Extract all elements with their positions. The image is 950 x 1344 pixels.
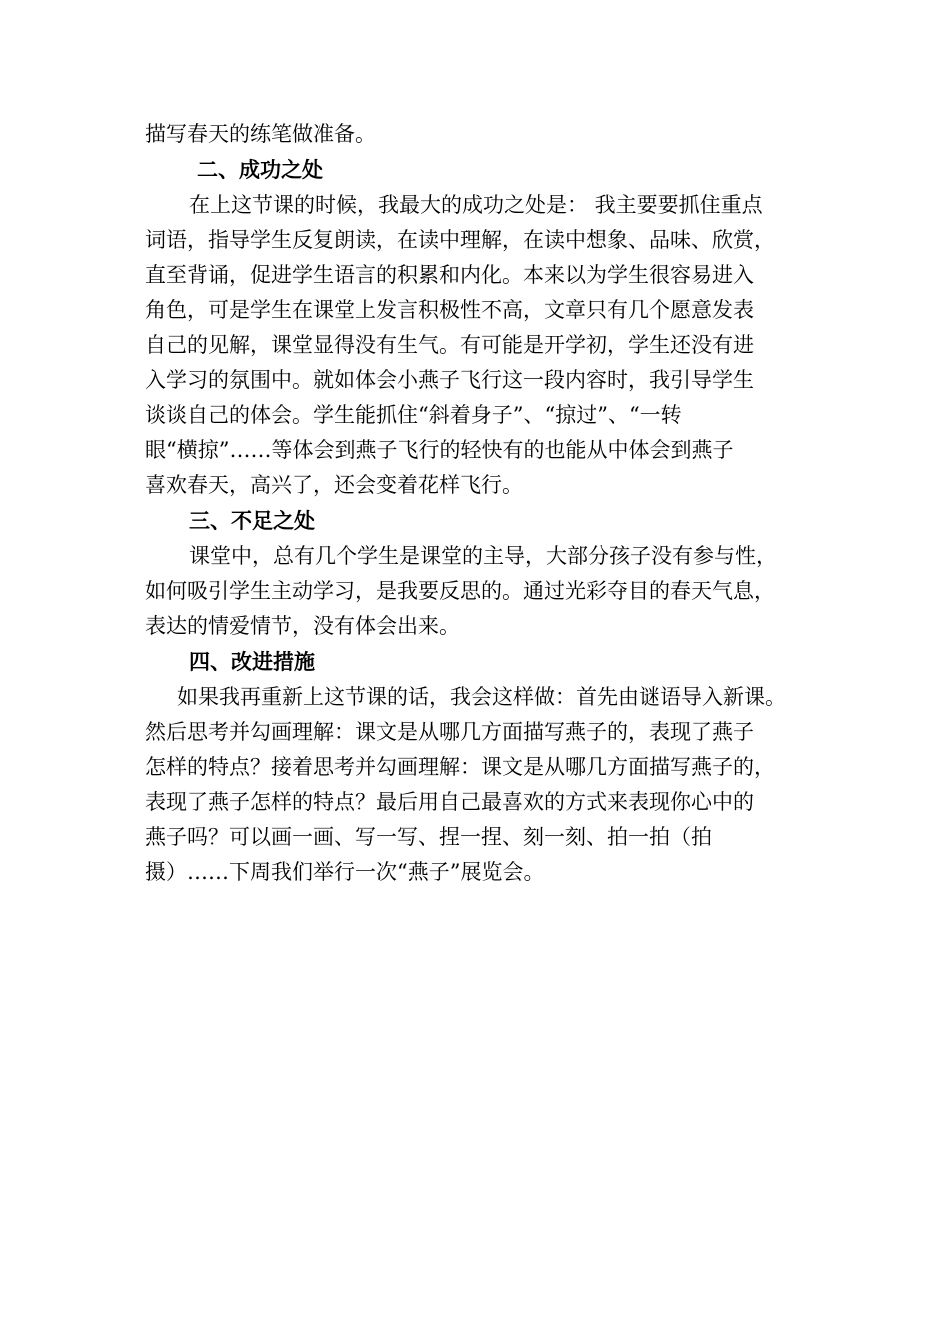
paragraph-line: 词语，指导学生反复朗读，在读中理解，在读中想象、品味、欣赏， xyxy=(145,228,775,252)
paragraph-line: 谈谈自己的体会。学生能抓住“斜着身子”、“掠过”、“一转 xyxy=(145,403,682,427)
paragraph-line: 表达的情爱情节，没有体会出来。 xyxy=(145,614,460,638)
paragraph-line: 表现了燕子怎样的特点？最后用自己最喜欢的方式来表现你心中的 xyxy=(145,790,754,814)
paragraph-line: 摄）……下周我们举行一次“燕子”展览会。 xyxy=(145,860,545,884)
paragraph-line: 眼“横掠”……等体会到燕子飞行的轻快有的也能从中体会到燕子 xyxy=(145,438,734,462)
paragraph-line: 入学习的氛围中。就如体会小燕子飞行这一段内容时，我引导学生 xyxy=(145,368,754,392)
paragraph-line: 角色，可是学生在课堂上发言积极性不高，文章只有几个愿意发表 xyxy=(145,298,754,322)
paragraph-line: 然后思考并勾画理解：课文是从哪几方面描写燕子的，表现了燕子 xyxy=(145,720,754,744)
paragraph-line: 如果我再重新上这节课的话，我会这样做：首先由谜语导入新课。 xyxy=(177,685,786,709)
section-heading-success: 二、成功之处 xyxy=(197,158,323,182)
paragraph-line: 喜欢春天，高兴了，还会变着花样飞行。 xyxy=(145,473,523,497)
paragraph-line: 直至背诵，促进学生语言的积累和内化。本来以为学生很容易进入 xyxy=(145,263,754,287)
section-heading-improvements: 四、改进措施 xyxy=(189,650,315,674)
section-heading-shortcomings: 三、不足之处 xyxy=(189,509,315,533)
paragraph-line: 燕子吗？可以画一画、写一写、捏一捏、刻一刻、拍一拍（拍 xyxy=(145,825,712,849)
paragraph-line: 在上这节课的时候，我最大的成功之处是： 我主要要抓住重点 xyxy=(189,193,763,217)
paragraph-line: 怎样的特点？接着思考并勾画理解：课文是从哪几方面描写燕子的， xyxy=(145,755,775,779)
paragraph-line: 自己的见解，课堂显得没有生气。有可能是开学初，学生还没有进 xyxy=(145,333,754,357)
paragraph-line: 如何吸引学生主动学习，是我要反思的。通过光彩夺目的春天气息， xyxy=(145,579,775,603)
intro-tail-line: 描写春天的练笔做准备。 xyxy=(145,122,376,146)
paragraph-line: 课堂中，总有几个学生是课堂的主导，大部分孩子没有参与性， xyxy=(189,544,777,568)
